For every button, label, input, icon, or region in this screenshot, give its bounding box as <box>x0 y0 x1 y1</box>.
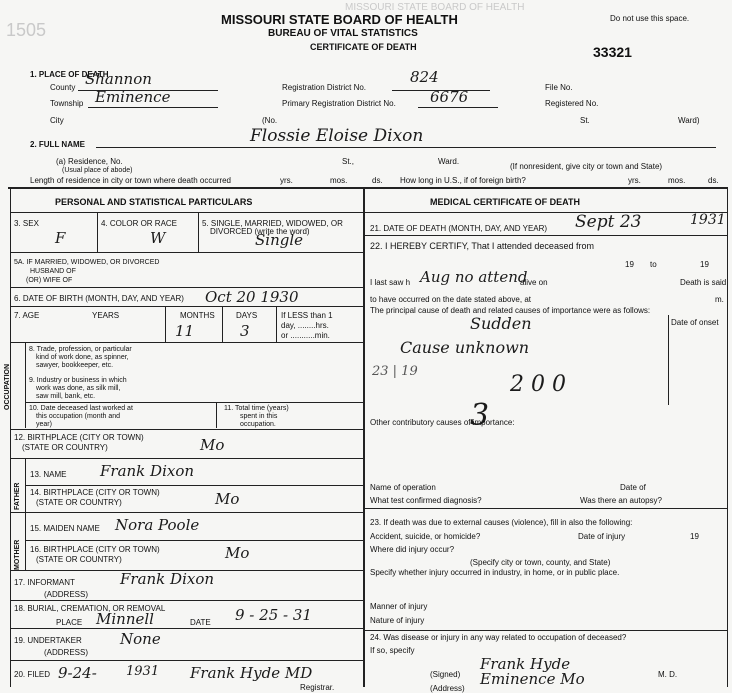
cause-1: Sudden <box>470 314 532 333</box>
res-st: St., <box>342 157 355 166</box>
prim-district-value: 6676 <box>430 88 469 106</box>
medical-section-title: MEDICAL CERTIFICATE OF DEATH <box>430 197 580 207</box>
township-value: Eminence <box>95 88 171 106</box>
burial-place-label: PLACE <box>56 618 83 627</box>
filed-signature: Frank Hyde MD <box>190 664 313 682</box>
days-label: DAYS <box>236 311 258 320</box>
form-cert-label: CERTIFICATE OF DEATH <box>310 42 417 52</box>
mother-bp-value: Mo <box>225 544 250 562</box>
dod-value: Sept 23 <box>575 212 642 232</box>
marital-label-1: 5. SINGLE, MARRIED, WIDOWED, OR <box>202 219 343 228</box>
marital-label-2: DIVORCED (write the word) <box>210 227 310 236</box>
length-label: Length of residence in city or town where death occurred <box>30 176 232 185</box>
sex-value: F <box>55 229 66 247</box>
where-label: Where did injury occur? <box>370 545 455 554</box>
full-name-label: 2. FULL NAME <box>30 140 85 149</box>
maiden-name-value: Nora Poole <box>115 516 200 534</box>
informant-address-label: (ADDRESS) <box>44 590 89 599</box>
mother-bp-label-1: 16. BIRTHPLACE (CITY OR TOWN) <box>30 545 160 554</box>
ghost-title: MISSOURI STATE BOARD OF HEALTH <box>345 2 525 13</box>
maiden-name-label: 15. MAIDEN NAME <box>30 524 100 533</box>
burial-place-value: Minnell <box>96 610 154 628</box>
certify-to: to <box>650 260 657 269</box>
full-name-value: Flossie Eloise Dixon <box>250 126 424 146</box>
undertaker-value: None <box>120 630 161 648</box>
length-yrs: yrs. <box>280 176 293 185</box>
mother-bp-label-2: (STATE OR COUNTRY) <box>36 555 122 564</box>
informant-value: Frank Dixon <box>120 570 215 588</box>
burial-date-value: 9 - 25 - 31 <box>235 606 312 624</box>
certify-19b: 19 <box>700 260 709 269</box>
code-2: 2 0 0 <box>510 372 566 397</box>
years-label: YEARS <box>92 311 120 320</box>
father-bp-value: Mo <box>215 490 240 508</box>
us-ds: ds. <box>708 176 719 185</box>
father-name-value: Frank Dixon <box>100 462 195 480</box>
burial-date-label: DATE <box>190 618 211 627</box>
signed-label: (Signed) <box>430 670 461 679</box>
dod-year: 1931 <box>690 212 726 228</box>
birthplace-label-2: (STATE OR COUNTRY) <box>22 443 108 452</box>
length-ds: ds. <box>372 176 383 185</box>
occurred-label: to have occurred on the date stated above, at <box>370 295 531 304</box>
dob-label: 6. DATE OF BIRTH (MONTH, DAY, AND YEAR) <box>14 294 184 303</box>
occ-8-b: kind of work done, as spinner, <box>36 354 129 361</box>
months-value: 11 <box>175 322 195 340</box>
informant-label: 17. INFORMANT <box>14 578 75 587</box>
personal-section-title: PERSONAL AND STATISTICAL PARTICULARS <box>55 197 253 207</box>
reg-district-value: 824 <box>410 68 439 86</box>
m-label: m. <box>715 295 724 304</box>
father-vertical: FATHER <box>14 482 21 510</box>
residence-sub: (Usual place of abode) <box>62 167 133 174</box>
occ-10-b: this occupation (month and <box>36 413 121 420</box>
age-label: 7. AGE <box>14 311 40 320</box>
occ-11-b: spent in this <box>240 413 278 420</box>
occ-9-b: work was done, as silk mill, <box>36 385 121 392</box>
registrar-label: Registrar. <box>300 683 335 692</box>
prim-district-label: Primary Registration District No. <box>282 99 396 108</box>
us-mos: mos. <box>668 176 686 185</box>
dob-value: Oct 20 1930 <box>205 288 299 306</box>
occ-8-a: 8. Trade, profession, or particular <box>29 346 132 353</box>
cause-2: Cause unknown <box>400 338 530 357</box>
sex-label: 3. SEX <box>14 219 39 228</box>
external-causes-label: 23. If death was due to external causes (violence), fill in also the following: <box>370 518 633 527</box>
autopsy-label: Was there an autopsy? <box>580 496 662 505</box>
reg-district-label: Registration District No. <box>282 83 367 92</box>
other-causes-label: Other contributory causes of importance: <box>370 418 515 427</box>
accident-label: Accident, suicide, or homicide? <box>370 532 481 541</box>
undertaker-address-label: (ADDRESS) <box>44 648 89 657</box>
form-title: MISSOURI STATE BOARD OF HEALTH <box>221 12 458 27</box>
injury-19: 19 <box>690 532 699 541</box>
st-label: St. <box>580 116 590 125</box>
address-label: (Address) <box>430 684 465 693</box>
nonres-note: (If nonresident, give city or town and State) <box>510 162 663 171</box>
nature-label: Nature of injury <box>370 616 425 625</box>
marital-value: Single <box>255 231 304 249</box>
race-value: W <box>150 229 166 247</box>
father-bp-label-2: (STATE OR COUNTRY) <box>36 498 122 507</box>
undertaker-label: 19. UNDERTAKER <box>14 636 82 645</box>
father-bp-label-1: 14. BIRTHPLACE (CITY OR TOWN) <box>30 488 160 497</box>
q24-label: 24. Was disease or injury in any way related to occupation of deceased? <box>370 633 627 642</box>
cause-code: 23 | 19 <box>372 364 418 379</box>
township-label: Township <box>50 99 84 108</box>
how-long-label: How long in U.S., if of foreign birth? <box>400 176 526 185</box>
certify-19: 19 <box>625 260 634 269</box>
husband-label-2: HUSBAND OF <box>30 268 76 275</box>
file-label: File No. <box>545 83 573 92</box>
birthplace-value: Mo <box>200 436 225 454</box>
place-label: 1. PLACE OF DEATH <box>30 70 109 79</box>
no-label: (No. <box>262 116 278 125</box>
occ-9-c: saw mill, bank, etc. <box>36 393 96 400</box>
dod-label: 21. DATE OF DEATH (MONTH, DAY, AND YEAR) <box>370 224 548 233</box>
county-label: County <box>50 83 76 92</box>
days-value: 3 <box>240 322 250 340</box>
father-name-label: 13. NAME <box>30 470 67 479</box>
less-day-1: If LESS than 1 <box>281 311 333 320</box>
signed-value: Frank Hyde <box>480 655 571 673</box>
occ-11-c: occupation. <box>240 421 276 428</box>
certificate-number: 33321 <box>593 44 632 60</box>
ward-label: Ward) <box>678 116 700 125</box>
death-said-label: Death is said <box>680 278 727 287</box>
specify-label: Specify whether injury occurred in industry, in home, or in public place. <box>370 568 620 577</box>
ghost-number: 1505 <box>6 20 47 40</box>
mother-vertical: MOTHER <box>14 539 21 570</box>
husband-label-1: 5A. IF MARRIED, WIDOWED, OR DIVORCED <box>14 259 160 266</box>
residence-label: (a) Residence, No. <box>56 157 123 166</box>
less-day-2: day, ........hrs. <box>281 321 329 330</box>
cause-label: The principal cause of death and related causes of importance were as follows: <box>370 306 651 315</box>
onset-label: Date of onset <box>671 318 719 327</box>
occ-11-a: 11. Total time (years) <box>224 405 289 412</box>
burial-label: 18. BURIAL, CREMATION, OR REMOVAL <box>14 604 166 613</box>
occ-8-c: sawyer, bookkeeper, etc. <box>36 362 114 369</box>
alive-label: alive on <box>520 278 548 287</box>
occupation-vertical: OCCUPATION <box>4 363 11 410</box>
filed-year: 1931 <box>126 664 160 679</box>
occ-10-a: 10. Date deceased last worked at <box>29 405 133 412</box>
birthplace-label-1: 12. BIRTHPLACE (CITY OR TOWN) <box>14 433 144 442</box>
md-label: M. D. <box>658 670 678 679</box>
if-so-label: If so, specify <box>370 646 415 655</box>
less-day-3: or ...........min. <box>281 331 330 340</box>
manner-label: Manner of injury <box>370 602 428 611</box>
occ-9-a: 9. Industry or business in which <box>29 377 127 384</box>
test-label: What test confirmed diagnosis? <box>370 496 482 505</box>
where-sub-label: (Specify city or town, county, and State) <box>470 558 611 567</box>
filed-value: 9-24- <box>58 664 97 682</box>
operation-label: Name of operation <box>370 483 436 492</box>
ink-mark: 3 <box>470 398 490 433</box>
date-of-label: Date of <box>620 483 646 492</box>
husband-label-3: (OR) WIFE OF <box>26 277 73 284</box>
certify-text: 22. I HEREBY CERTIFY, That I attended deceased from <box>370 241 594 251</box>
last-saw-label: I last saw h <box>370 278 411 287</box>
last-saw-value: Aug no attend <box>420 268 528 286</box>
length-mos: mos. <box>330 176 348 185</box>
county-value: Shannon <box>85 70 152 88</box>
race-label: 4. COLOR OR RACE <box>101 219 178 228</box>
months-label: MONTHS <box>180 311 215 320</box>
occ-10-c: year) <box>36 421 52 428</box>
do-not-use-label: Do not use this space. <box>610 14 690 23</box>
injury-date-label: Date of injury <box>578 532 626 541</box>
form-subtitle: BUREAU OF VITAL STATISTICS <box>268 28 418 39</box>
registered-label: Registered No. <box>545 99 599 108</box>
us-yrs: yrs. <box>628 176 641 185</box>
res-ward: Ward. <box>438 157 460 166</box>
city-label: City <box>50 116 64 125</box>
address-value: Eminence Mo <box>480 670 585 688</box>
filed-label: 20. FILED <box>14 670 51 679</box>
